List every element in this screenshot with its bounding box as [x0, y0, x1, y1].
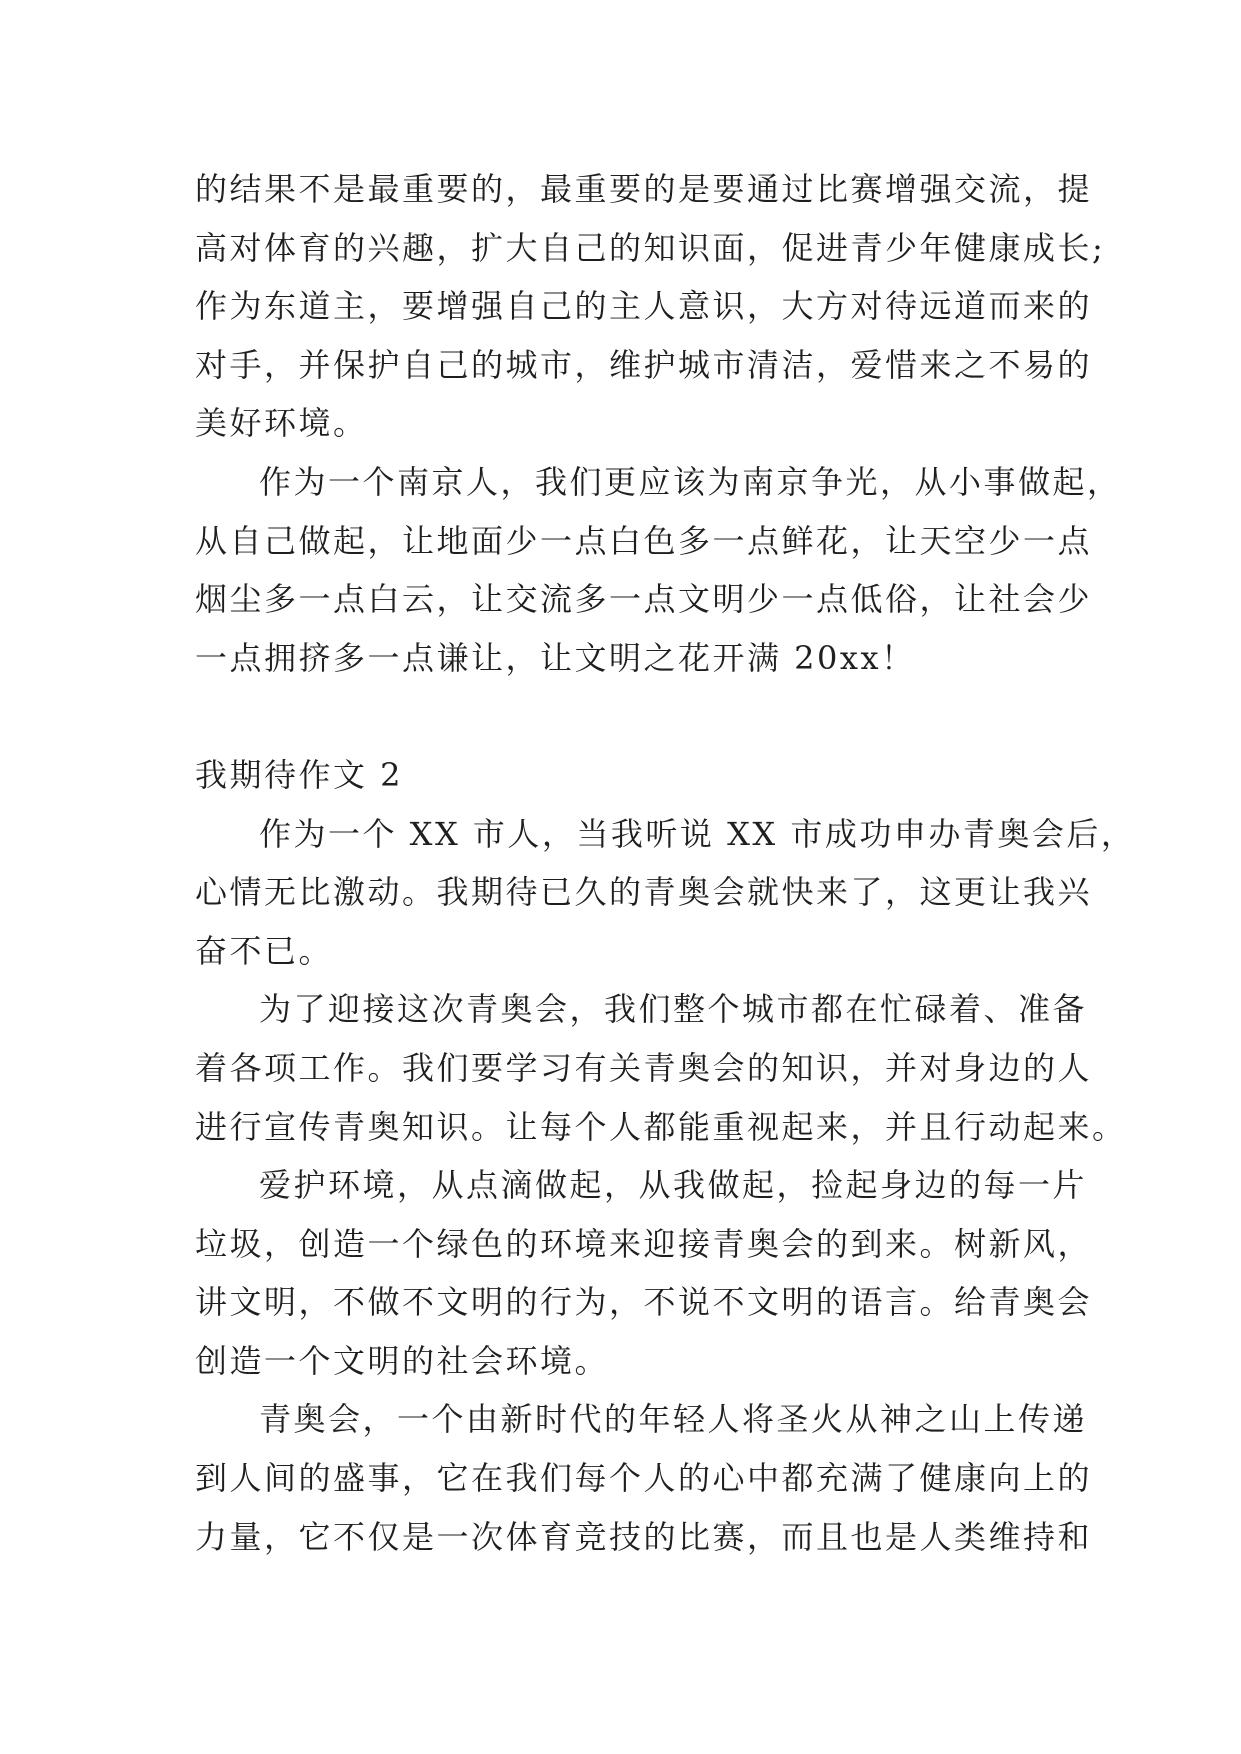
paragraph: [195, 453, 1122, 687]
paragraph: [195, 980, 1127, 1156]
text-line: 作为一个南京人，我们更应该为南京争光，从小事做起，: [259, 462, 1122, 501]
text-line: 美好环境。: [195, 404, 368, 443]
text-line: 为了迎接这次青奥会，我们整个城市都在忙碌着、准备: [259, 990, 1088, 1029]
text-line: 烟尘多一点白云，让交流多一点文明少一点低俗，让社会少: [195, 580, 1093, 619]
text-line: 作为一个 XX 市人，当我听说 XX 市成功申办青奥会后，: [259, 814, 1136, 853]
paragraph: [195, 1390, 1093, 1566]
paragraph: [195, 1156, 1093, 1390]
text-line: 一点拥挤多一点谦让，让文明之花开满 20xx！: [195, 638, 916, 677]
text-line: 讲文明，不做不文明的行为，不说不文明的语言。给青奥会: [195, 1283, 1093, 1322]
text-line: 心情无比激动。我期待已久的青奥会就快来了，这更让我兴: [195, 873, 1093, 912]
text-line: 垃圾，创造一个绿色的环境来迎接青奥会的到来。树新风，: [195, 1224, 1093, 1263]
text-line: 从自己做起，让地面少一点白色多一点鲜花，让天空少一点: [195, 521, 1093, 560]
paragraph: [195, 805, 1136, 981]
text-line: 力量，它不仅是一次体育竞技的比赛，而且也是人类维持和: [195, 1517, 1093, 1556]
document-body: [195, 160, 1136, 1566]
section-gap: [195, 687, 1065, 746]
text-line: 创造一个文明的社会环境。: [195, 1341, 610, 1380]
text-line: 进行宣传青奥知识。让每个人都能重视起来，并且行动起来。: [195, 1107, 1127, 1146]
text-line: 对手，并保护自己的城市，维护城市清洁，爱惜来之不易的: [195, 345, 1093, 384]
text-line: 奋不已。: [195, 931, 334, 970]
text-line: 爱护环境，从点滴做起，从我做起，捡起身边的每一片: [259, 1166, 1088, 1205]
text-line: 的结果不是最重要的，最重要的是要通过比赛增强交流，提: [195, 170, 1093, 208]
text-line: 到人间的盛事，它在我们每个人的心中都充满了健康向上的: [195, 1459, 1093, 1498]
paragraph: [195, 160, 1106, 453]
text-line: 高对体育的兴趣，扩大自己的知识面，促进青少年健康成长;: [195, 228, 1106, 267]
text-line: 着各项工作。我们要学习有关青奥会的知识，并对身边的人: [195, 1048, 1093, 1087]
text-line: 青奥会，一个由新时代的年轻人将圣火从神之山上传递: [259, 1400, 1088, 1439]
section-title: 我期待作文 2: [195, 755, 404, 794]
text-line: 作为东道主，要增强自己的主人意识，大方对待远道而来的: [195, 287, 1093, 326]
